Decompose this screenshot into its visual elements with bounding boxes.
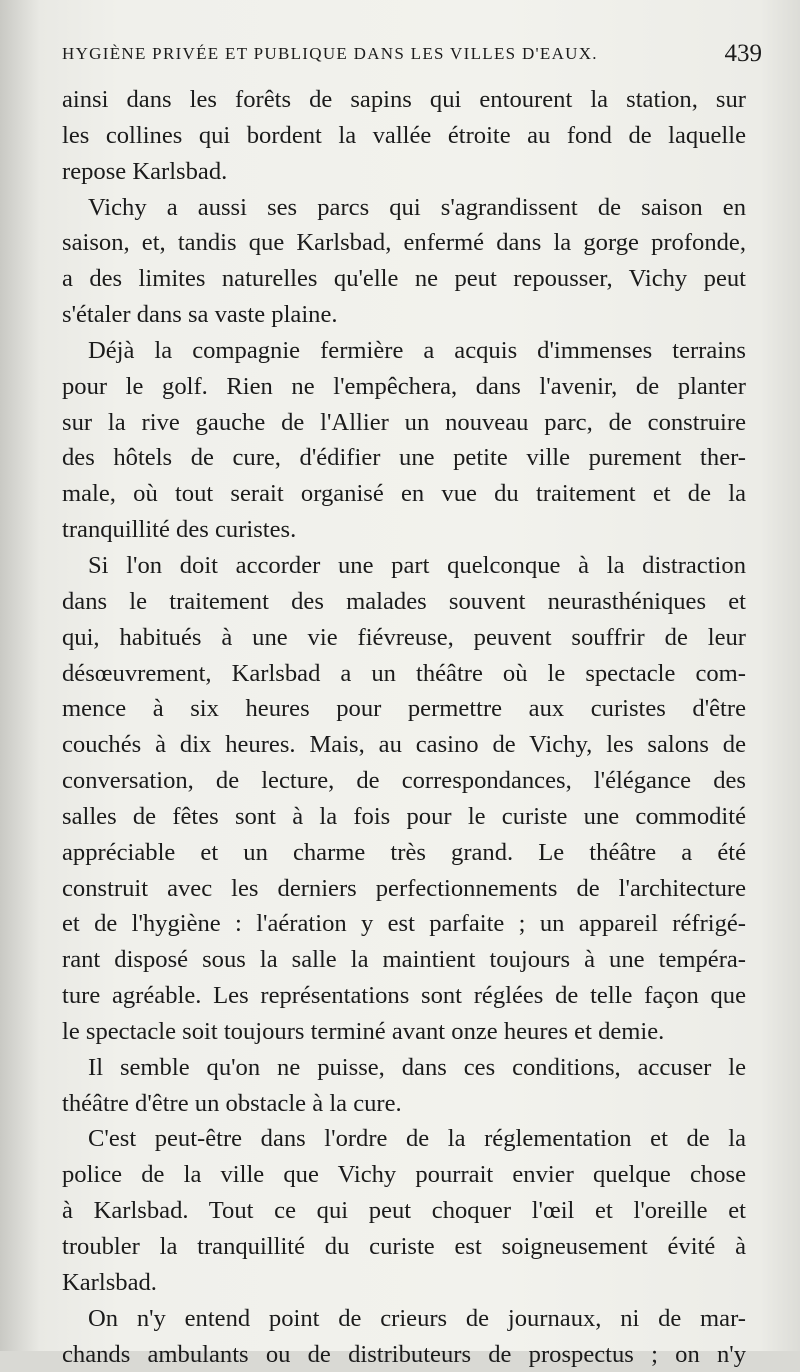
text-line: tranquillité des curistes. [62,516,297,544]
text-line: les collines qui bordent la vallée étroite au fond de laquelle [62,121,746,149]
text-line: male, où tout serait organisé en vue du traitement et de la [62,480,746,508]
text-line: ture agréable. Les représentations sont réglées de telle façon que [62,982,746,1010]
text-line: Karlsbad. [62,1268,157,1296]
text-line: C'est peut-être dans l'ordre de la réglementation et de la [88,1125,746,1153]
text-line: dans le traitement des malades souvent neurasthéniques et [62,587,746,615]
text-line: saison, et, tandis que Karlsbad, enfermé dans la gorge profonde, [62,229,746,257]
text-line: Il semble qu'on ne puisse, dans ces conditions, accuser le [88,1053,746,1081]
text-line: des hôtels de cure, d'édifier une petite ville purement ther- [62,444,746,472]
text-line: conversation, de lecture, de correspondances, l'élégance des [62,767,746,795]
text-line: à Karlsbad. Tout ce qui peut choquer l'œil et l'oreille et [62,1197,746,1225]
text-line: qui, habitués à une vie fiévreuse, peuvent souffrir de leur [62,623,746,651]
text-line: salles de fêtes sont à la fois pour le curiste une commodité [62,802,746,830]
text-line: On n'y entend point de crieurs de journaux, ni de mar- [88,1304,746,1332]
text-line: et de l'hygiène : l'aération y est parfaite ; un appareil réfrigé- [62,910,746,938]
text-line: repose Karlsbad. [62,157,228,185]
text-line: s'étaler dans sa vaste plaine. [62,301,338,329]
text-line: désœuvrement, Karlsbad a un théâtre où le spectacle com- [62,659,746,687]
body-text [62,82,746,1372]
page-header [62,40,762,74]
text-line: Déjà la compagnie fermière a acquis d'immenses terrains [88,336,746,364]
text-line: police de la ville que Vichy pourrait envier quelque chose [62,1161,746,1189]
text-line: a des limites naturelles qu'elle ne peut repousser, Vichy peut [62,265,746,293]
text-line: couchés à dix heures. Mais, au casino de Vichy, les salons de [62,731,746,759]
text-line: ainsi dans les forêts de sapins qui entourent la station, sur [62,86,746,113]
page-number: 439 [724,40,762,67]
text-line: appréciable et un charme très grand. Le théâtre a été [62,838,746,866]
text-line: le spectacle soit toujours terminé avant onze heures et demie. [62,1017,665,1045]
text-line: sur la rive gauche de l'Allier un nouveau parc, de construire [62,408,746,436]
text-line: troubler la tranquillité du curiste est soigneusement évité à [62,1233,746,1260]
text-line: chands ambulants ou de distributeurs de prospectus ; on n'y [62,1340,746,1368]
text-line: théâtre d'être un obstacle à la cure. [62,1089,402,1117]
text-line: construit avec les derniers perfectionnements de l'architecture [62,874,746,902]
text-line: Si l'on doit accorder une part quelconque à la distraction [88,551,746,579]
text-line: Vichy a aussi ses parcs qui s'agrandissent de saison en [88,193,746,221]
running-title: HYGIÈNE PRIVÉE ET PUBLIQUE DANS LES VILLES D'EAUX. [62,44,598,63]
text-line: rant disposé sous la salle la maintient toujours à une tempéra- [62,946,746,974]
text-line: pour le golf. Rien ne l'empêchera, dans l'avenir, de planter [62,372,746,400]
text-line: mence à six heures pour permettre aux curistes d'être [62,695,746,723]
